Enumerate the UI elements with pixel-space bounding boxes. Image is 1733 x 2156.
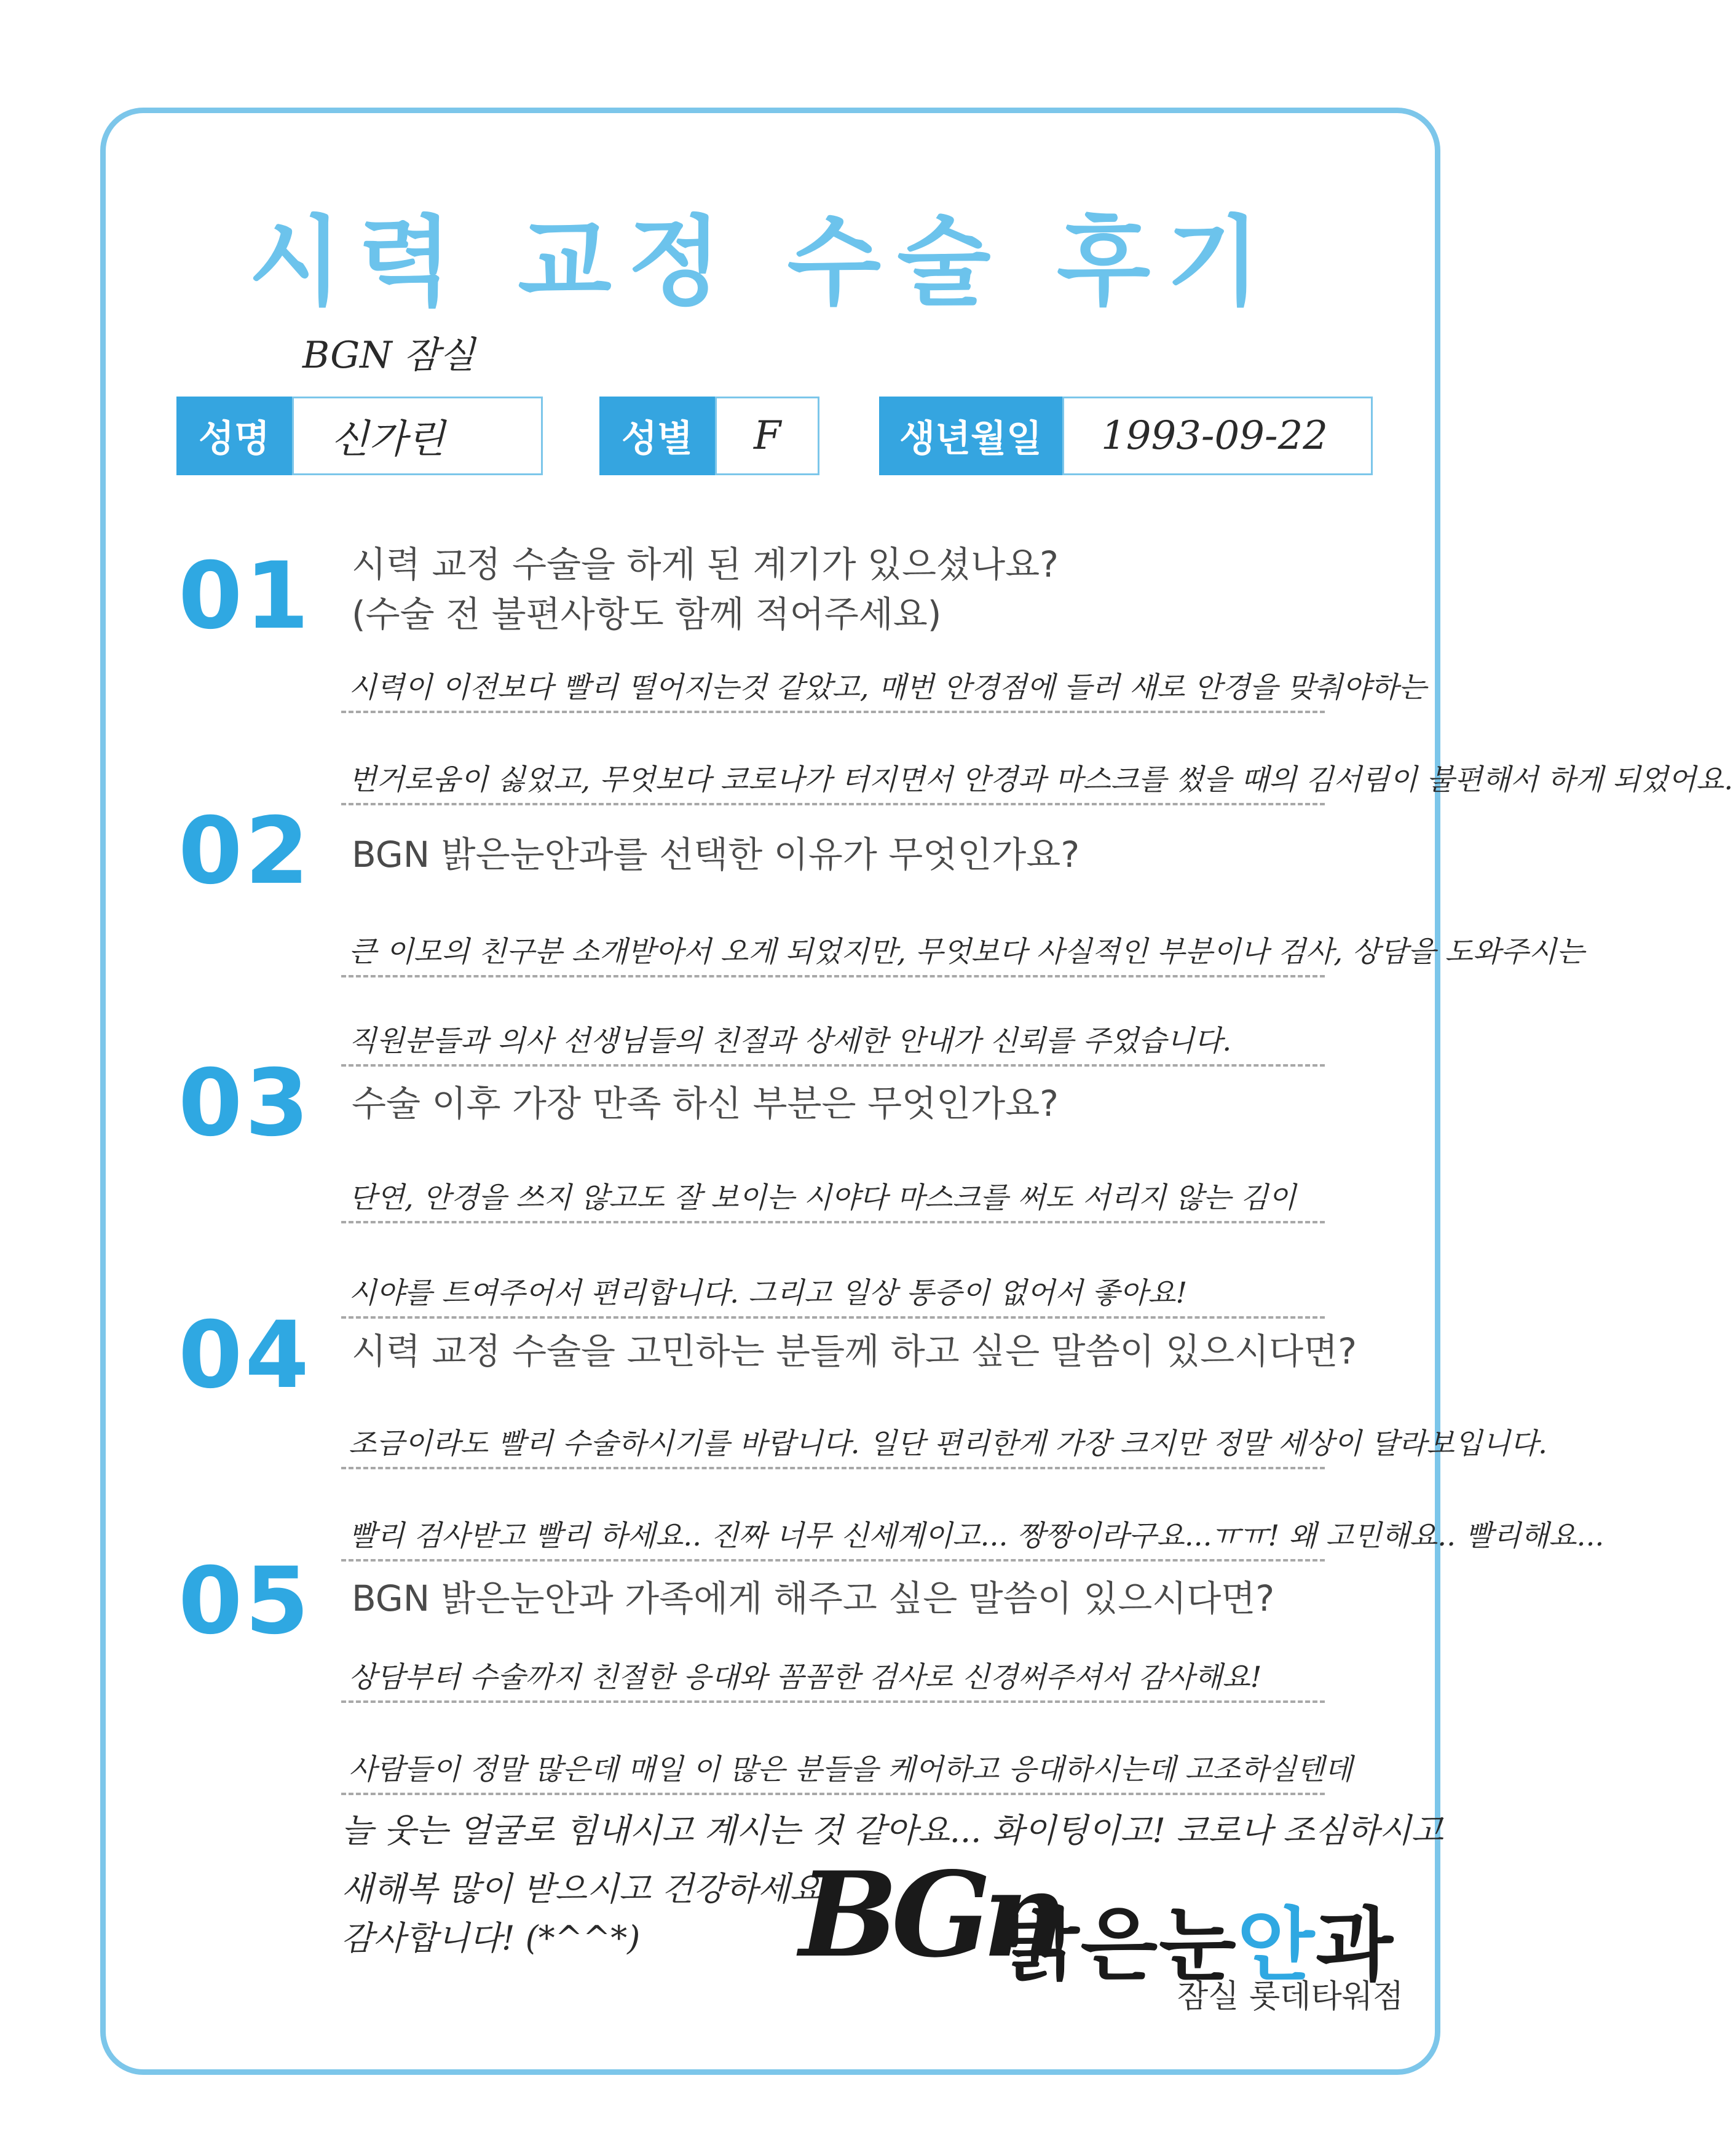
answer-text: 직원분들과 의사 선생님들의 친절과 상세한 안내가 신뢰를 주었습니다.	[349, 1024, 1232, 1058]
handwritten-center-note: BGN 잠실	[302, 334, 475, 377]
logo-mark: BGn	[799, 1846, 1059, 1983]
question-line: BGN 밝은눈안과를 선택한 이유가 무엇인가요?	[352, 834, 1080, 875]
answer-line	[341, 646, 1427, 713]
branch-name: 잠실 롯데타워점	[1177, 1978, 1404, 2015]
form-title: 시력 교정 수술 후기	[248, 206, 1277, 319]
answer-text: 시야를 트여주어서 편리합니다. 그리고 일상 통증이 없어서 좋아요!	[349, 1276, 1188, 1310]
answer-text: 시력이 이전보다 빨리 떨어지는것 같았고, 매번 안경점에 들러 새로 안경을 맞춰야하는	[349, 671, 1427, 705]
answer-text: 상담부터 수술까지 친절한 응대와 꼼꼼한 검사로 신경써주셔서 감사해요!	[349, 1660, 1262, 1694]
question-line: (수술 전 불편사항도 함께 적어주세요)	[352, 593, 942, 636]
answer-text: 조금이라도 빨리 수술하시기를 바랍니다. 일단 편리한게 가장 크지만 정말 세상이 달라보입니다.	[349, 1427, 1547, 1461]
question-line: BGN 밝은눈안과 가족에게 해주고 싶은 말씀이 있으시다면?	[352, 1578, 1275, 1619]
dob-value: 1993-09-22	[1101, 413, 1328, 459]
answer-line	[341, 738, 1733, 805]
question-line: 시력 교정 수술을 하게 된 계기가 있으셨나요?	[352, 543, 1059, 585]
question-text	[352, 1574, 1274, 1624]
question-line: 수술 이후 가장 만족 하신 부분은 무엇인가요?	[352, 1083, 1059, 1124]
answer-text: 사람들이 정말 많은데 매일 이 많은 분들을 케어하고 응대하시는데 고조하실텐데	[349, 1753, 1352, 1787]
name-value: 신가린	[331, 417, 445, 462]
answer-line	[341, 1156, 1325, 1223]
logo-name-part: 과	[1316, 1898, 1394, 1992]
question-line: 시력 교정 수술을 고민하는 분들께 하고 싶은 말씀이 있으시다면?	[352, 1330, 1357, 1372]
sex-field	[715, 397, 819, 475]
answer-extra-text: 새해복 많이 받으시고 건강하세요!	[341, 1870, 835, 1908]
sex-label: 성별	[599, 397, 715, 475]
answer-text: 큰 이모의 친구분 소개받아서 오게 되었지만, 무엇보다 사실적인 부분이나 검사, 상담을 도와주시는	[349, 935, 1585, 969]
sex-value: F	[754, 413, 781, 459]
question-number: 01	[178, 543, 312, 650]
question-text	[352, 540, 1059, 639]
answer-text: 번거로움이 싫었고, 무엇보다 코로나가 터지면서 안경과 마스크를 썼을 때의 김서림이 불편해서 하게 되었어요.	[349, 763, 1733, 797]
dob-label: 생년월일	[879, 397, 1062, 475]
answer-line	[341, 910, 1585, 977]
question-number: 02	[178, 798, 312, 905]
answer-line	[341, 1728, 1352, 1795]
name-field	[292, 397, 543, 475]
question-text	[352, 830, 1080, 880]
clinic-logo	[799, 1846, 1402, 1992]
answer-line	[341, 1251, 1325, 1319]
name-label: 성명	[176, 397, 292, 475]
answer-extra-text: 감사합니다! (*^^*)	[341, 1919, 641, 1957]
logo-name-accent: 안	[1237, 1898, 1316, 1992]
answer-line	[341, 999, 1325, 1067]
dob-field	[1062, 397, 1373, 475]
answer-line	[341, 1635, 1325, 1703]
answer-text: 빨리 검사받고 빨리 하세요.. 진짜 너무 신세계이고... 짱짱이라구요...ㅠㅠ! 왜 고민해요.. 빨리해요...	[349, 1519, 1605, 1553]
answer-extra-text: 늘 웃는 얼굴로 힘내시고 계시는 것 같아요... 화이팅이고! 코로나 조심하시고	[341, 1811, 1443, 1850]
answer-line	[341, 1402, 1547, 1469]
question-number: 05	[178, 1548, 312, 1655]
question-number: 04	[178, 1302, 312, 1409]
question-text	[352, 1079, 1059, 1129]
answer-line	[341, 1494, 1605, 1562]
answer-text: 단연, 안경을 쓰지 않고도 잘 보이는 시야다 마스크를 써도 서리지 않는 김이	[349, 1181, 1297, 1215]
logo-name-part: 밝은눈	[1002, 1898, 1238, 1992]
question-text	[352, 1327, 1357, 1376]
question-number: 03	[178, 1050, 312, 1157]
